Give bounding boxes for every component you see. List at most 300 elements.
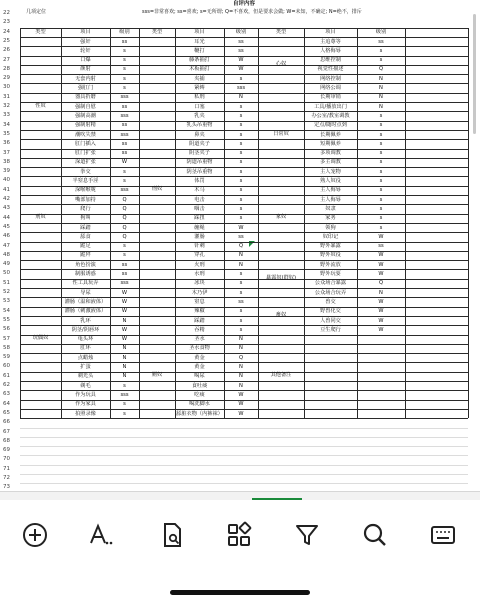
level-cell[interactable]: s <box>239 75 243 82</box>
item-cell[interactable]: 圣水食物 <box>189 345 210 352</box>
item-cell[interactable]: 耳光 <box>194 38 205 45</box>
level-cell[interactable]: W <box>378 317 384 324</box>
item-cell[interactable]: 作为玩具 <box>75 391 96 398</box>
level-cell[interactable]: s <box>239 103 243 110</box>
level-cell[interactable]: sss <box>120 112 129 119</box>
apps-button[interactable] <box>222 518 256 552</box>
item-cell[interactable]: 木马 <box>194 187 205 194</box>
level-cell[interactable]: ss <box>121 271 128 277</box>
row-number[interactable]: 41 <box>3 186 10 193</box>
level-cell[interactable]: N <box>239 373 243 380</box>
level-cell[interactable]: s <box>239 317 243 324</box>
row-number[interactable]: 49 <box>3 261 10 268</box>
row-number[interactable]: 46 <box>3 233 10 240</box>
item-cell[interactable]: 灌肠（温和液体） <box>64 298 107 305</box>
level-cell[interactable]: W <box>378 252 384 259</box>
item-cell[interactable]: 鼻夹 <box>194 131 205 138</box>
level-cell[interactable]: W <box>378 326 384 333</box>
row-number[interactable]: 61 <box>3 372 10 379</box>
level-cell[interactable]: s <box>379 224 383 231</box>
level-cell[interactable]: N <box>122 364 127 370</box>
item-cell[interactable] <box>304 354 357 362</box>
item-cell[interactable]: 电击 <box>194 196 205 203</box>
group-label[interactable]: 畜奴 <box>275 311 287 318</box>
item-cell[interactable]: 主追尊等 <box>320 38 341 45</box>
level-cell[interactable]: N <box>239 382 243 389</box>
level-cell[interactable]: N <box>122 317 127 324</box>
item-cell[interactable]: 灌肠（刺激液体） <box>64 308 107 315</box>
group-label[interactable]: 其他备注 <box>270 372 292 379</box>
level-cell[interactable]: ss <box>121 122 128 129</box>
row-number[interactable]: 45 <box>3 223 10 230</box>
row-number[interactable]: 40 <box>3 177 10 184</box>
item-cell[interactable]: 人格侮辱 <box>320 47 341 54</box>
item-cell[interactable] <box>304 344 357 352</box>
level-cell[interactable]: Q <box>378 280 384 287</box>
item-cell[interactable]: 制服诱惑 <box>75 271 96 277</box>
item-cell[interactable]: 视觉性描述 <box>317 66 344 73</box>
level-cell[interactable]: s <box>379 178 383 184</box>
row-number[interactable]: 51 <box>3 279 10 286</box>
level-cell[interactable]: s <box>239 271 243 277</box>
level-cell[interactable]: W <box>238 57 244 64</box>
level-cell[interactable]: s <box>239 196 243 203</box>
level-cell[interactable]: ss <box>121 261 128 268</box>
vertical-scrollbar[interactable] <box>473 14 476 134</box>
level-cell[interactable]: N <box>379 94 383 101</box>
item-cell[interactable]: 火刑 <box>194 261 205 268</box>
level-cell[interactable]: s <box>123 382 126 389</box>
row-number[interactable]: 70 <box>3 456 10 463</box>
level-cell[interactable]: s <box>123 66 126 73</box>
item-cell[interactable]: 肛门插入 <box>75 140 96 147</box>
item-cell[interactable]: 喝尿 <box>194 373 205 380</box>
row-number[interactable]: 53 <box>3 298 10 305</box>
level-cell[interactable]: s <box>379 150 383 157</box>
item-cell[interactable]: 紧缚 <box>194 85 205 91</box>
item-cell[interactable]: 多主调教 <box>320 159 341 166</box>
row-number[interactable]: 55 <box>3 316 10 323</box>
row-number[interactable]: 64 <box>3 400 10 407</box>
sheet-title[interactable]: 自评内容 <box>232 1 255 7</box>
level-cell[interactable]: s <box>379 168 383 175</box>
item-cell[interactable]: 主人侮辱 <box>320 196 341 203</box>
row-number[interactable]: 26 <box>3 47 10 54</box>
column-header[interactable]: 级别 <box>119 29 130 36</box>
item-cell[interactable]: 野外玩耍 <box>320 271 341 277</box>
item-cell[interactable]: 作为家具 <box>75 401 96 408</box>
item-cell[interactable]: 短期佩养 <box>320 140 341 147</box>
row-number[interactable]: 71 <box>3 465 10 472</box>
item-cell[interactable]: 无套内射 <box>75 75 96 82</box>
level-cell[interactable]: ss <box>378 38 384 45</box>
row-number[interactable]: 62 <box>3 382 10 388</box>
level-cell[interactable]: W <box>238 401 244 408</box>
item-cell[interactable] <box>304 400 357 408</box>
item-cell[interactable]: 龟头环 <box>77 336 94 343</box>
item-cell[interactable]: 潮吹失禁 <box>75 131 96 138</box>
level-cell[interactable]: s <box>239 289 243 296</box>
item-cell[interactable]: 办公室/教室调教 <box>311 112 350 119</box>
item-cell[interactable]: 人兽同交 <box>320 317 341 324</box>
level-cell[interactable]: s <box>239 178 243 184</box>
level-cell[interactable]: s <box>239 205 243 212</box>
column-header[interactable]: 类型 <box>275 29 287 36</box>
item-cell[interactable]: 乳夹 <box>194 112 205 119</box>
level-cell[interactable]: W <box>238 224 244 231</box>
level-cell[interactable]: ss <box>121 140 128 147</box>
row-number[interactable]: 32 <box>3 103 10 109</box>
level-cell[interactable]: s <box>239 280 243 287</box>
level-cell[interactable]: W <box>378 298 384 305</box>
item-cell[interactable]: 木板抽打 <box>189 66 210 73</box>
level-cell[interactable]: s <box>123 57 126 64</box>
level-cell[interactable]: s <box>379 47 383 54</box>
item-cell[interactable]: 黄金 <box>194 354 205 361</box>
level-cell[interactable]: s <box>379 187 383 194</box>
level-cell[interactable]: sss <box>120 94 129 101</box>
row-number[interactable]: 73 <box>3 484 10 491</box>
row-number[interactable]: 47 <box>3 242 10 249</box>
row-number[interactable]: 68 <box>3 437 10 444</box>
level-cell[interactable]: W <box>378 271 384 277</box>
level-cell[interactable] <box>357 344 405 352</box>
row-number[interactable]: 65 <box>3 409 10 416</box>
item-cell[interactable]: 阴茎吊重物 <box>186 168 213 175</box>
group-label[interactable]: 暴露奴(群奴) <box>266 274 296 281</box>
group-label[interactable]: 刑奴 <box>151 186 163 193</box>
level-cell[interactable]: ss <box>378 243 384 250</box>
level-cell[interactable]: N <box>122 373 127 380</box>
level-cell[interactable]: W <box>378 308 384 315</box>
level-cell[interactable]: s <box>123 47 126 54</box>
item-cell[interactable]: 乳头吊重物 <box>186 122 213 129</box>
level-cell[interactable]: N <box>379 85 383 91</box>
item-cell[interactable]: 豆生爬行 <box>320 326 341 333</box>
item-cell[interactable]: 踩踏 <box>194 317 205 324</box>
level-cell[interactable]: N <box>239 261 243 268</box>
item-cell[interactable]: 踩扭 <box>194 215 205 222</box>
row-number[interactable]: 25 <box>3 37 10 44</box>
row-number[interactable]: 72 <box>3 475 10 481</box>
level-cell[interactable]: s <box>123 401 126 408</box>
item-cell[interactable]: 私刑 <box>194 94 205 101</box>
level-cell[interactable]: Q <box>122 205 127 212</box>
item-cell[interactable]: 半窒息手淫 <box>72 178 99 184</box>
level-cell[interactable]: W <box>121 298 128 305</box>
item-cell[interactable]: 网络公调 <box>320 85 341 91</box>
row-number[interactable]: 24 <box>3 28 10 35</box>
item-cell[interactable]: 针刺 <box>194 243 205 250</box>
row-number[interactable]: 59 <box>3 354 10 361</box>
column-header[interactable]: 级别 <box>235 29 247 36</box>
item-cell[interactable]: 剃毛 <box>80 382 91 389</box>
level-cell[interactable] <box>357 410 405 418</box>
row-number[interactable]: 37 <box>3 149 10 156</box>
item-cell[interactable]: 穿孔 <box>194 252 205 259</box>
level-cell[interactable]: s <box>239 326 243 333</box>
level-cell[interactable]: N <box>239 94 243 101</box>
row-number[interactable]: 42 <box>3 196 10 202</box>
level-cell[interactable]: sss <box>120 131 129 138</box>
item-cell[interactable]: 阴道吊重物 <box>186 159 213 166</box>
item-cell[interactable]: 肛环 <box>80 345 91 352</box>
row-number[interactable]: 43 <box>3 205 10 212</box>
level-cell[interactable]: sss <box>120 391 129 398</box>
level-cell[interactable]: s <box>239 131 243 138</box>
item-cell[interactable]: 灌肠 <box>194 233 205 240</box>
item-cell[interactable]: 木乃伊 <box>191 289 208 296</box>
group-label[interactable]: 心奴 <box>275 60 287 67</box>
item-cell[interactable]: 颜射 <box>80 66 91 73</box>
item-cell[interactable] <box>304 391 357 399</box>
level-cell[interactable]: N <box>239 364 243 370</box>
level-cell[interactable] <box>357 363 405 371</box>
item-cell[interactable] <box>304 335 357 343</box>
row-number[interactable]: 34 <box>3 121 10 128</box>
row-number[interactable]: 44 <box>3 214 10 221</box>
item-cell[interactable]: 强制射精 <box>75 122 96 129</box>
item-cell[interactable]: 缠绳 <box>194 224 205 231</box>
level-cell[interactable] <box>357 372 405 380</box>
row-number[interactable]: 54 <box>3 307 10 314</box>
level-cell[interactable]: Q <box>122 224 127 231</box>
level-cell[interactable]: Q <box>238 354 244 361</box>
row-number[interactable]: 39 <box>3 168 10 175</box>
item-cell[interactable]: 乳环 <box>80 317 91 324</box>
level-cell[interactable]: N <box>379 75 383 82</box>
item-cell[interactable]: 口塞 <box>194 103 205 110</box>
level-cell[interactable] <box>357 382 405 390</box>
item-cell[interactable]: 舔脏衣物（内裤袜） <box>176 410 223 417</box>
item-cell[interactable]: 多项调教 <box>320 150 341 157</box>
row-number[interactable]: 22 <box>3 10 10 16</box>
level-cell[interactable]: W <box>378 233 384 240</box>
group-label[interactable]: 玩偶奴 <box>32 335 49 342</box>
item-cell[interactable]: 导尿 <box>80 289 91 296</box>
item-cell[interactable]: 舔食 <box>80 233 91 240</box>
item-cell[interactable]: 吃痰 <box>194 391 205 398</box>
file-view-button[interactable] <box>155 518 189 552</box>
level-cell[interactable]: N <box>379 289 383 296</box>
item-cell[interactable]: 兽交 <box>325 298 336 305</box>
row-number[interactable]: 48 <box>3 251 10 258</box>
level-cell[interactable] <box>357 391 405 399</box>
level-cell[interactable]: ss <box>238 298 244 305</box>
item-cell[interactable]: 网络控制 <box>320 75 341 82</box>
item-cell[interactable]: 轮奸 <box>80 47 91 54</box>
row-number[interactable]: 29 <box>3 75 10 82</box>
item-cell[interactable]: 野外暴露 <box>320 243 341 250</box>
item-cell[interactable]: 阴茎夹子 <box>189 150 210 157</box>
item-cell[interactable]: 工具/播放出门 <box>314 103 347 110</box>
item-cell[interactable] <box>304 372 357 380</box>
level-cell[interactable]: ss <box>238 233 244 240</box>
item-cell[interactable]: 口爆 <box>80 57 91 64</box>
level-cell[interactable]: W <box>121 159 128 166</box>
item-cell[interactable]: 思维控制 <box>320 57 341 64</box>
row-number[interactable]: 69 <box>3 447 10 454</box>
item-cell[interactable]: 领狗 <box>325 224 336 231</box>
item-cell[interactable]: 踩踏 <box>80 224 91 231</box>
keyboard-button[interactable] <box>426 518 460 552</box>
item-cell[interactable]: 食吐痰 <box>191 382 208 389</box>
item-cell[interactable]: 点蜡烛 <box>77 354 94 361</box>
search-button[interactable] <box>358 518 392 552</box>
item-cell[interactable]: 强奸 <box>80 38 91 45</box>
item-cell[interactable]: 主人侮辱 <box>320 187 341 194</box>
item-cell[interactable]: 跪足 <box>80 243 91 250</box>
row-number[interactable]: 30 <box>3 84 10 91</box>
item-cell[interactable]: 长期佩养 <box>320 131 341 138</box>
level-cell[interactable]: W <box>238 66 244 73</box>
item-cell[interactable]: 辣椒 <box>194 308 205 315</box>
level-cell[interactable]: W <box>121 326 128 333</box>
group-label[interactable]: 厕奴 <box>151 372 163 379</box>
level-cell[interactable]: s <box>239 308 243 315</box>
item-cell[interactable]: 强制自慰 <box>75 103 96 110</box>
item-cell[interactable]: 野外奴役 <box>320 252 341 259</box>
item-cell[interactable]: 喝洗脚水 <box>189 401 210 408</box>
row-number[interactable]: 36 <box>3 140 10 147</box>
item-cell[interactable]: 剃光头 <box>77 373 94 380</box>
row-number[interactable]: 38 <box>3 158 10 165</box>
row-number[interactable]: 67 <box>3 428 10 435</box>
item-cell[interactable] <box>304 363 357 371</box>
item-cell[interactable]: 家务 <box>325 215 336 222</box>
item-cell[interactable]: 长期审销 <box>320 94 341 101</box>
item-cell[interactable]: 拳交 <box>80 168 91 175</box>
row-number[interactable]: 23 <box>3 19 10 26</box>
item-cell[interactable]: 咽击 <box>194 205 205 212</box>
level-cell[interactable]: N <box>122 354 127 361</box>
level-cell[interactable]: s <box>379 131 383 138</box>
item-cell[interactable]: 跪拜 <box>80 252 91 259</box>
level-cell[interactable]: s <box>379 215 383 222</box>
item-cell[interactable]: 性工具玩弄 <box>72 280 99 287</box>
item-cell[interactable]: 定点/随时点到 <box>314 122 347 129</box>
item-cell[interactable]: 扩蛋 <box>80 364 91 370</box>
item-cell[interactable]: 阴道夹子 <box>189 140 210 147</box>
column-header[interactable]: 项目 <box>194 29 205 36</box>
group-label[interactable]: 刑奴 <box>35 214 46 221</box>
level-cell[interactable]: W <box>121 289 128 296</box>
level-cell[interactable]: N <box>239 336 243 343</box>
level-cell[interactable] <box>357 354 405 362</box>
level-cell[interactable]: N <box>122 345 127 352</box>
insert-button[interactable] <box>18 518 52 552</box>
item-cell[interactable]: 器具折磨 <box>75 94 96 101</box>
item-cell[interactable]: 深喉喉咙 <box>75 187 96 194</box>
item-cell[interactable]: 野外流放 <box>320 261 341 268</box>
item-cell[interactable]: 体罚 <box>194 178 205 184</box>
legend-row[interactable] <box>20 8 468 16</box>
level-cell[interactable]: s <box>379 140 383 147</box>
item-cell[interactable]: 奴隶 <box>325 205 336 212</box>
level-cell[interactable]: s <box>239 140 243 147</box>
level-cell[interactable]: ss <box>121 38 128 45</box>
item-cell[interactable]: 黄金 <box>194 364 205 370</box>
item-cell[interactable]: 公众场合玩弄 <box>314 289 347 296</box>
item-cell[interactable]: 公众场合暴露 <box>314 280 347 287</box>
level-cell[interactable]: s <box>123 178 126 184</box>
item-cell[interactable]: 肛门扩张 <box>75 150 96 157</box>
level-cell[interactable]: s <box>123 252 126 259</box>
level-cell[interactable]: s <box>123 410 126 417</box>
item-cell[interactable]: 奴印记 <box>322 233 339 240</box>
level-cell[interactable]: s <box>239 159 243 166</box>
level-cell[interactable]: sss <box>236 85 246 91</box>
level-cell[interactable]: Q <box>238 243 244 250</box>
item-cell[interactable]: 强肛门 <box>77 85 94 91</box>
row-number[interactable]: 58 <box>3 344 10 351</box>
level-cell[interactable]: s <box>379 196 383 203</box>
level-cell[interactable]: Q <box>122 233 127 240</box>
level-cell[interactable]: Q <box>122 215 127 222</box>
row-number[interactable]: 31 <box>3 93 10 100</box>
item-cell[interactable]: 鞭打 <box>194 47 205 54</box>
item-cell[interactable]: 窒息 <box>194 298 205 305</box>
row-number[interactable]: 66 <box>3 419 10 426</box>
row-number[interactable]: 63 <box>3 391 10 398</box>
item-cell[interactable]: 深道扩张 <box>75 159 96 166</box>
level-cell[interactable]: s <box>123 85 126 91</box>
item-cell[interactable]: 嘴部加持 <box>75 196 96 203</box>
row-number[interactable]: 50 <box>3 270 10 277</box>
column-header[interactable]: 类型 <box>151 29 163 36</box>
item-cell[interactable]: 野兽化交 <box>320 308 341 315</box>
level-cell[interactable]: ss <box>121 150 128 157</box>
text-format-button[interactable] <box>83 518 117 552</box>
level-cell[interactable]: s <box>239 150 243 157</box>
home-indicator[interactable] <box>170 590 310 595</box>
level-cell[interactable]: W <box>121 308 128 315</box>
level-cell[interactable]: W <box>378 261 384 268</box>
level-cell[interactable]: W <box>121 336 128 343</box>
level-cell[interactable]: N <box>379 103 383 110</box>
level-cell[interactable]: s <box>239 122 243 129</box>
item-cell[interactable]: 狗叫 <box>80 215 91 222</box>
item-cell[interactable]: 强制高潮 <box>75 112 96 119</box>
level-cell[interactable] <box>357 335 405 343</box>
item-cell[interactable]: 冰块 <box>194 280 205 287</box>
level-cell[interactable]: Q <box>122 196 127 203</box>
item-cell[interactable]: 熟人奴役 <box>320 178 341 184</box>
level-cell[interactable]: s <box>379 112 383 119</box>
item-cell[interactable]: 藤条抽打 <box>189 57 210 64</box>
row-number[interactable]: 33 <box>3 112 10 119</box>
column-header[interactable]: 项目 <box>325 29 336 36</box>
row-number[interactable]: 35 <box>3 130 10 137</box>
group-label[interactable]: 家奴 <box>275 214 287 221</box>
row-number[interactable]: 57 <box>3 335 10 342</box>
level-cell[interactable]: s <box>379 57 383 64</box>
level-cell[interactable]: W <box>238 410 244 417</box>
group-label[interactable]: 性奴 <box>35 102 46 109</box>
row-number[interactable]: 60 <box>3 363 10 370</box>
item-cell[interactable]: 水刑 <box>194 271 205 277</box>
level-cell[interactable]: ss <box>238 47 244 54</box>
group-label[interactable]: 日常奴 <box>273 130 289 137</box>
item-cell[interactable]: 角色扮演 <box>75 261 96 268</box>
level-cell[interactable]: s <box>239 168 243 175</box>
item-cell[interactable] <box>304 410 357 418</box>
level-cell[interactable]: Q <box>378 66 384 73</box>
level-cell[interactable]: W <box>238 391 244 398</box>
level-cell[interactable]: ss <box>121 103 128 110</box>
column-header[interactable]: 项目 <box>80 29 91 36</box>
item-cell[interactable]: 吞精 <box>194 326 205 333</box>
